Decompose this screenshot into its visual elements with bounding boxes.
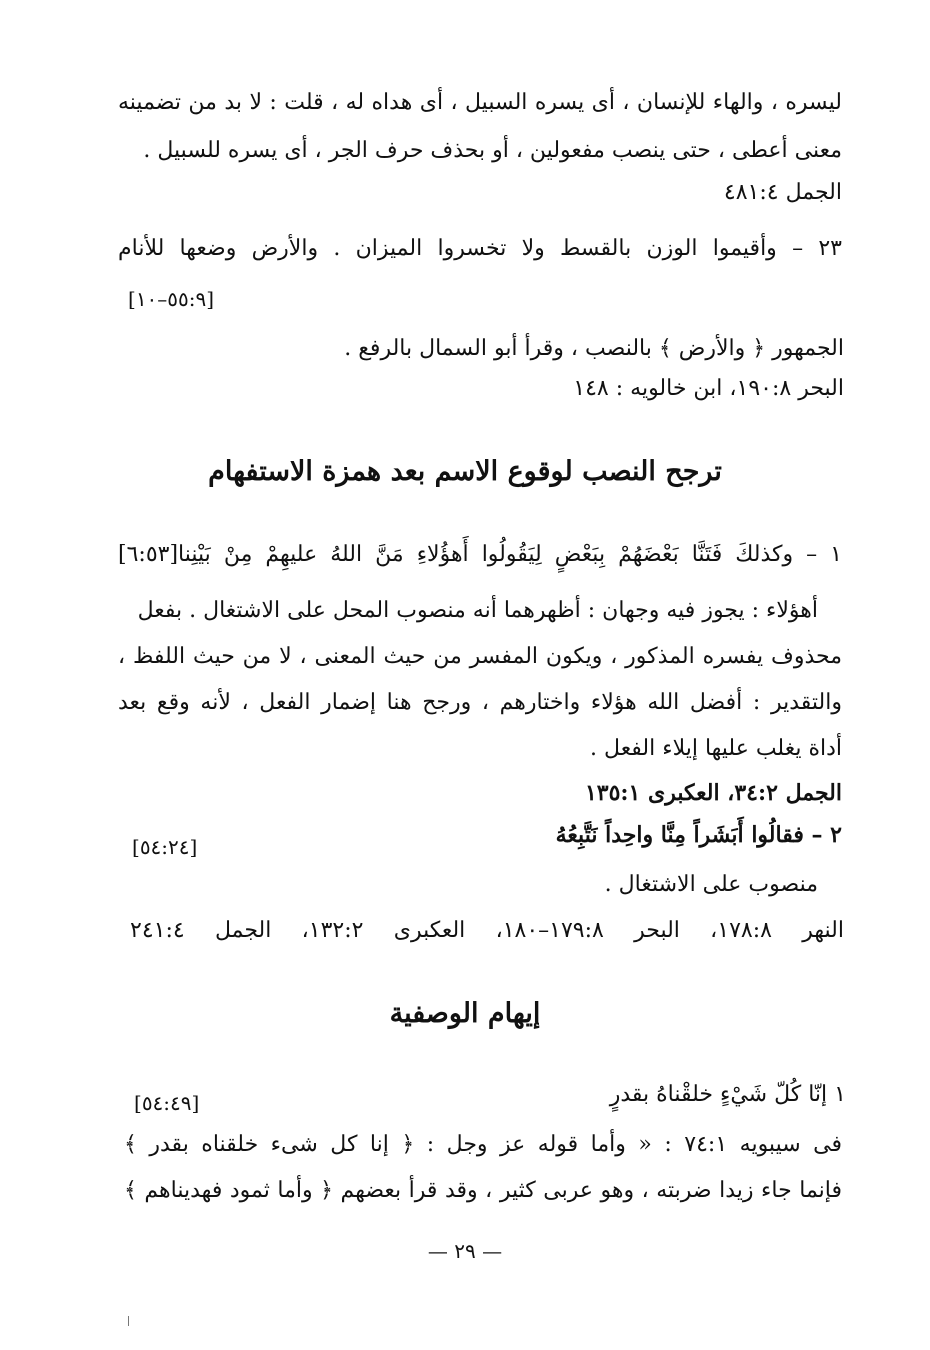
citation-line-3: الجمل ٣٤:٢، العكبرى ١٣٥:١ — [584, 780, 842, 806]
verse-line-3: ١ إنّا كُلّ شَيْءٍ خلقْناهُ بقدرٍ — [609, 1082, 846, 1107]
text-line-2: معنى أعطى ، حتى ينصب مفعولين ، أو بحذف حرف الجر ، أى يسره للسبيل . — [143, 138, 842, 163]
verse-line-1: ١ – وكذلكَ فَتَنَّا بَعْضَهُمْ بِبَعْضٍ لِيَقُولُوا أَهؤُلاءِ مَنَّ اللهُ عليهِمْ مِنْ بَيْنِنا[٦:٥٣] — [118, 542, 842, 567]
section-heading-2: إيهام الوصفية — [389, 998, 541, 1029]
text-line-3: الجمهور ﴿ والأرض ﴾ بالنصب ، وقرأ أبو السمال بالرفع . — [344, 336, 844, 361]
text-line-8: منصوب على الاشتغال . — [604, 872, 818, 897]
verse-line-23: ٢٣ – وأقيموا الوزن بالقسط ولا تخسروا الميزان . والأرض وضعها للأنام — [118, 236, 842, 261]
text-line-6: والتقدير : أفضل الله هؤلاء واختارهم ، ورجح هنا إضمار الفعل ، لأنه وقع بعد — [118, 690, 842, 715]
citation-line-1: الجمل ٤٨١:٤ — [723, 180, 842, 205]
citation-line-4: النهر ١٧٨:٨، البحر ١٧٩:٨–١٨٠، العكبرى ١٣٢:٢، الجمل ٢٤١:٤ — [130, 918, 844, 943]
section-heading-1: ترجح النصب لوقوع الاسم بعد همزة الاستفهام — [208, 456, 722, 487]
text-line-5: محذوف يفسره المذكور ، ويكون المفسر من حيث المعنى ، لا من حيث اللفظ ، — [118, 644, 842, 669]
text-line-9: فى سيبويه ٧٤:١ : « وأما قوله عز وجل : ﴿ إنا كل شىء خلقناه بقدر ﴾ — [124, 1132, 842, 1157]
citation-line-2: البحر ١٩٠:٨، ابن خالويه : ١٤٨ — [573, 376, 844, 401]
verse-reference-2: [٥٤:٢٤] — [132, 835, 198, 859]
text-line-10: فإنما جاء زيدا ضربته ، وهو عربى كثير ، وقد قرأ بعضهم ﴿ وأما ثمود فهديناهم ﴾ — [124, 1178, 842, 1203]
page-number: — ٢٩ — — [427, 1239, 503, 1263]
text-line-4: أهؤلاء : يجوز فيه وجهان : أظهرهما أنه منصوب المحل على الاشتغال . بفعل — [137, 598, 818, 623]
margin-mark — [128, 1316, 129, 1326]
text-line-7: أداة يغلب عليها إيلاء الفعل . — [590, 736, 842, 761]
verse-reference-1: [٥٥:٩–١٠] — [128, 287, 215, 311]
verse-reference-3: [٥٤:٤٩] — [134, 1091, 200, 1115]
text-line-1: ليسره ، والهاء للإنسان ، أى يسره السبيل ، أى هداه له ، قلت : لا بد من تضمينه — [118, 90, 842, 115]
verse-line-2: ٢ – فقالُوا أَبَشَراً مِنَّا واحِداً نَتَّبِعُهُ — [555, 822, 842, 848]
